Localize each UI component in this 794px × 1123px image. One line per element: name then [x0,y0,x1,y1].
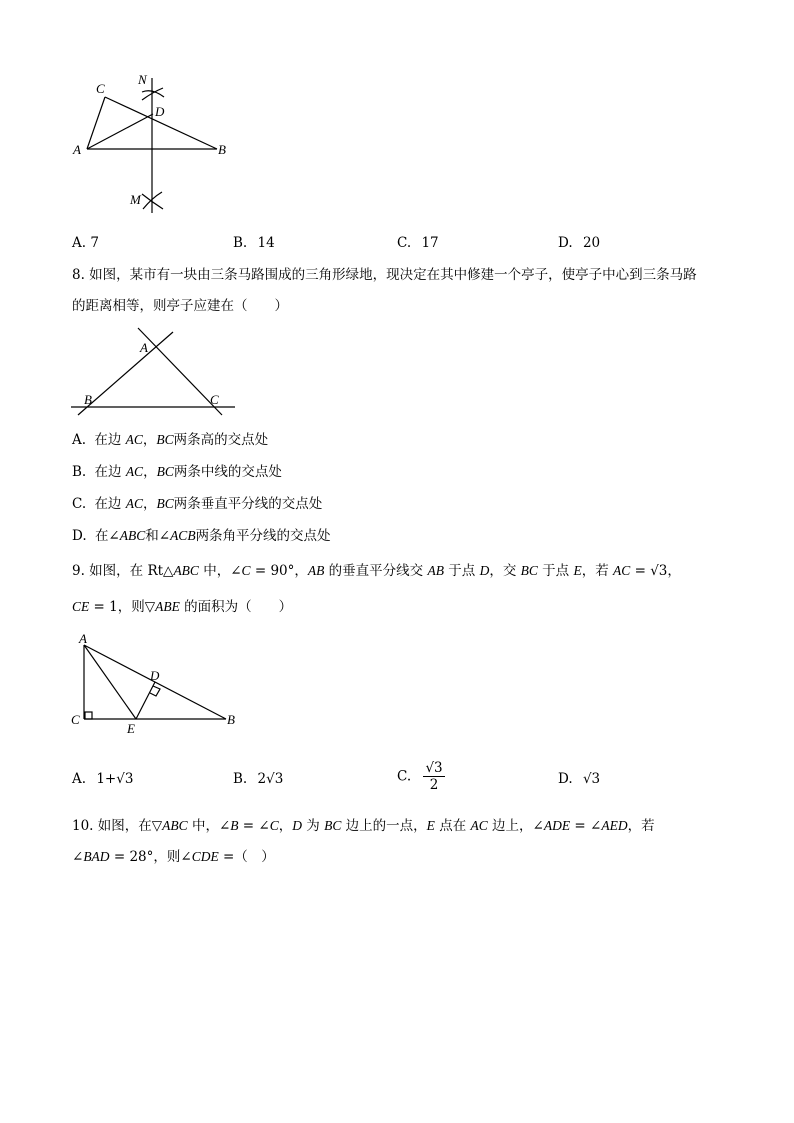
label-a: A [140,340,148,355]
q7-option-a[interactable] [72,234,99,252]
right-angle-c [85,712,92,719]
fraction: $\frac{√3}{2}$ [425,760,443,793]
q7-option-c[interactable] [397,234,439,252]
option-letter: D. [558,235,573,251]
q8-stem-line1: 8. 如图，某市有一块由三条马路围成的三角形绿地，现决定在其中修建一个亭子，使亭子中心到三条马路 [72,267,697,283]
q7-option-d[interactable] [558,234,600,252]
q9-option-d[interactable]: D. √3 [558,771,601,787]
label-b: B [227,712,235,727]
label-a: A [79,631,87,646]
q9-stem-line1: 9. 如图，在 Rt△ABC 中，∠C = 90°，AB 的垂直平分线交 AB 于点 D，交 BC 于点 E，若 AC = √3， [72,563,681,579]
q10-stem-line1: 10. 如图，在▽ABC 中，∠B = ∠C，D 为 BC 边上的一点，E 点在 AC 边上，∠ADE = ∠AED，若 [72,818,655,834]
q8-option-d[interactable]: D. 在∠ABC和∠ACB两条角平分线的交点处 [72,528,331,544]
label-c: C [96,81,105,96]
label-d: D [150,668,160,683]
option-letter: C. [397,235,412,251]
right-angle-d [150,686,160,696]
segment-ae [84,645,136,719]
option-letter: B. [233,235,248,251]
q9-option-c[interactable]: C. $\frac{√3}{2}$ [397,760,443,793]
arc-top-1 [142,91,164,97]
segment-de [136,682,155,719]
label-c: C [71,712,80,727]
label-a: A [73,142,81,157]
q8-option-c[interactable]: C. 在边 AC，BC两条垂直平分线的交点处 [72,496,323,512]
label-e: E [127,721,135,736]
label-b: B [218,142,226,157]
figure-q9 [66,630,246,740]
label-b: B [84,392,92,407]
q9-option-a[interactable]: A. 1+√3 [72,771,134,787]
road-ab [78,332,173,415]
figure-q8 [68,322,243,417]
option-text: 14 [257,235,275,251]
q9-stem-line2: CE = 1，则▽ABE 的面积为（ ） [72,599,293,615]
q10-stem-line2: ∠BAD = 28°，则∠CDE =（ ） [72,849,275,865]
q8-option-a[interactable]: A. 在边 AC，BC两条高的交点处 [72,432,269,448]
option-letter: A. [72,235,87,251]
q9-option-b[interactable]: B. 2√3 [233,771,284,787]
q7-option-b[interactable] [233,234,275,252]
label-n: N [138,72,147,87]
label-d: D [155,104,165,119]
label-m: M [130,192,141,207]
figure-q7 [60,68,260,218]
q8-option-b[interactable]: B. 在边 AC，BC两条中线的交点处 [72,464,282,480]
q8-stem-line2: 的距离相等，则亭子应建在（ ） [72,298,288,314]
option-text: 17 [421,235,439,251]
option-text: 7 [90,235,99,251]
option-text: 20 [582,235,601,251]
label-c: C [210,392,219,407]
